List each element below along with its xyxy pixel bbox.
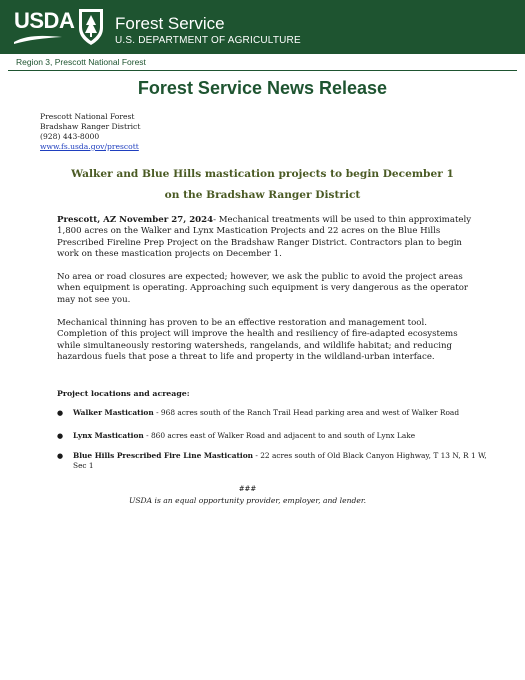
- release-title: [40, 164, 485, 206]
- location-name: Blue Hills Prescribed Fire Line Mastication: [73, 451, 254, 460]
- header-divider: [8, 70, 517, 71]
- paragraph-intro-text: - Mechanical treatments will be used to thin approximately 1,800 acres on the Walker and Lynx Mastication Projects and 22 acres on the Blue Hills Prescribed Fireline Prep Project on the Bradshaw Ranger District. Contractors plan to begin work on these mastication projects on December 1.: [57, 215, 472, 260]
- bullet-icon: ●: [57, 409, 64, 417]
- usda-logo: USDA: [14, 8, 75, 33]
- location-detail: - 22 acres south of Old Black Canyon Highway, T 13 N, R 1 W, Sec 1: [73, 451, 487, 470]
- contact-phone: (928) 443-8000: [40, 132, 100, 141]
- forest-service-shield-icon: [76, 6, 106, 46]
- end-marker: ###: [238, 485, 257, 493]
- usda-logo-swoosh-icon: [12, 33, 64, 45]
- paragraph-benefits: Mechanical thinning has proven to be an effective restoration and management tool. Completion of this project will improve the health and resiliency of fire-adapted ecosystems while simultaneously restoring watersheds, rangelands, and wildlife habitat; and reducing hazardous fuels that pose a threat to life and property in the wildland-urban interface.: [57, 318, 458, 363]
- department-name: U.S. DEPARTMENT OF AGRICULTURE: [115, 35, 301, 46]
- region-line: Region 3, Prescott National Forest: [16, 57, 146, 67]
- contact-district: Bradshaw Ranger District: [40, 122, 141, 131]
- location-detail: - 860 acres east of Walker Road and adjacent to and south of Lynx Lake: [143, 431, 416, 440]
- dateline: Prescott, AZ November 27, 2024: [57, 215, 214, 225]
- location-name: Walker Mastication: [73, 408, 154, 417]
- release-title-line-2: on the Bradshaw Ranger District: [164, 189, 361, 201]
- location-detail: - 968 acres south of the Ranch Trail Head parking area and west of Walker Road: [153, 408, 460, 417]
- website-link[interactable]: www.fs.usda.gov/prescott: [40, 142, 139, 151]
- agency-name: Forest Service: [115, 14, 225, 33]
- locations-heading: Project locations and acreage:: [57, 389, 190, 398]
- paragraph-closures: No area or road closures are expected; however, we ask the public to avoid the project areas when equipment is operating. Approaching such equipment is very dangerous as the operator may not see you.: [57, 272, 469, 305]
- equal-opportunity-statement: USDA is an equal opportunity provider, employer, and lender.: [128, 496, 367, 505]
- location-name: Lynx Mastication: [73, 431, 144, 440]
- paragraph-intro: [57, 215, 477, 261]
- header-banner: [0, 0, 525, 54]
- bullet-icon: ●: [57, 452, 64, 460]
- page-title: Forest Service News Release: [137, 78, 388, 98]
- release-title-line-1: Walker and Blue Hills mastication projects to begin December 1: [71, 168, 454, 180]
- contact-block: [40, 112, 140, 152]
- contact-forest: Prescott National Forest: [40, 112, 135, 121]
- bullet-icon: ●: [57, 432, 64, 440]
